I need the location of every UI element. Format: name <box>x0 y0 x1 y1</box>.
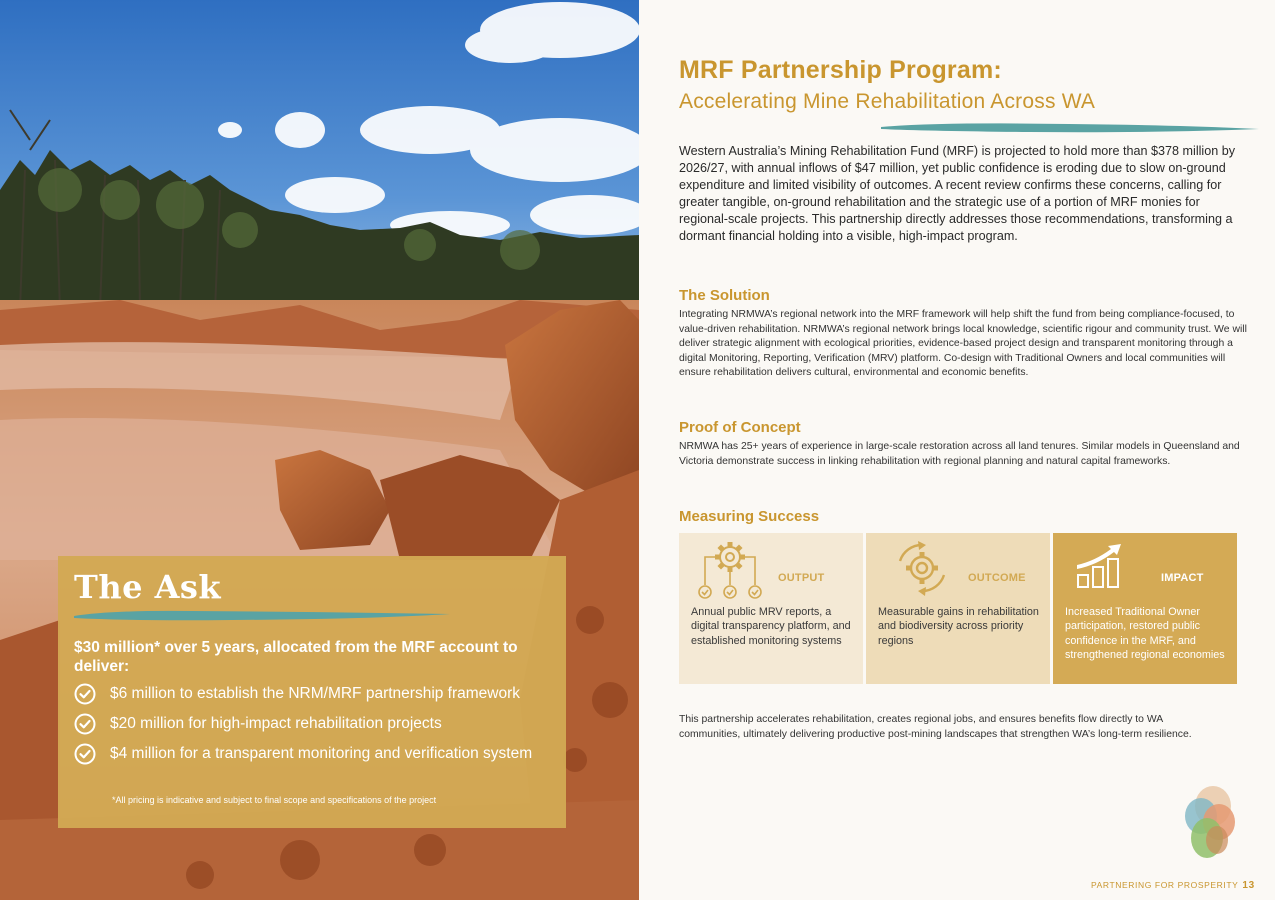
measuring-heading: Measuring Success <box>679 508 820 525</box>
outcome-card <box>866 533 1050 684</box>
teal-brush-stroke <box>72 608 452 624</box>
list-item <box>74 744 556 765</box>
ask-list <box>74 684 556 774</box>
page-title: MRF Partnership Program: <box>679 56 1002 84</box>
solution-text: Integrating NRMWA’s regional network into the MRF framework will help shift the fund from being compliance-focused, to value-driven rehabilitation. NRMWA’s regional network brings local knowledge, scientific rigour and community trust. We will deliver strategic alignment with ecological priorities, evidence-based project design and transparent monitoring through a digital Monitoring, Reporting, Verification (MRV) platform. Co-design with Traditional Owners and local communities will ensure rehabilitation delivers cultural, environmental and economic benefits. <box>679 309 1247 378</box>
gear-cycle-icon <box>892 541 952 597</box>
gear-checklist-icon <box>693 537 773 601</box>
teal-brush-stroke <box>879 121 1261 135</box>
check-circle-icon <box>74 713 96 735</box>
growth-chart-icon <box>1075 541 1135 591</box>
solution-heading: The Solution <box>679 287 770 304</box>
ask-item-text: $6 million to establish the NRM/MRF partnership framework <box>110 685 521 702</box>
pricing-footnote: *All pricing is indicative and subject to final scope and specifications of the project <box>112 795 437 805</box>
card-title: IMPACT <box>1161 572 1204 584</box>
card-text: Measurable gains in rehabilitation and biodiversity across priority regions <box>878 606 1039 647</box>
list-item <box>74 684 556 705</box>
proof-heading: Proof of Concept <box>679 419 801 436</box>
page-subtitle: Accelerating Mine Rehabilitation Across WA <box>679 90 1096 113</box>
footer-label: PARTNERING FOR PROSPERITY <box>1091 880 1239 890</box>
measuring-success-cards <box>679 533 1237 684</box>
ask-item-text: $20 million for high-impact rehabilitation projects <box>110 715 442 732</box>
intro-paragraph: Western Australia’s Mining Rehabilitation Fund (MRF) is projected to hold more than $378 million by 2026/27, with annual inflows of $47 million, yet public confidence is eroding due to slow on-ground expenditure and limited visibility of outcomes. A recent review confirms these concerns, calling for greater tangible, on-ground rehabilitation and the strategic use of a portion of MRF monies for regional-scale projects. This partnership directly addresses those recommendations, transforming a dormant financial holding into a visible, high-impact program. <box>679 144 1236 243</box>
card-text: Annual public MRV reports, a digital transparency platform, and established monitoring systems <box>691 606 851 647</box>
impact-card <box>1053 533 1237 684</box>
card-title: OUTCOME <box>968 572 1026 584</box>
card-title: OUTPUT <box>778 572 825 584</box>
output-card <box>679 533 863 684</box>
the-ask-panel <box>58 556 566 828</box>
ask-item-text: $4 million for a transparent monitoring and verification system <box>110 745 533 762</box>
check-circle-icon <box>74 743 96 765</box>
card-text: Increased Traditional Owner participation, restored public confidence in the MRF, and strengthened regional economies <box>1065 606 1225 661</box>
list-item <box>74 714 556 735</box>
ask-title: The Ask <box>74 568 222 606</box>
proof-text: NRMWA has 25+ years of experience in large-scale restoration across all land tenures. Similar models in Queensland and Victoria demonstrate success in linking rehabilitation with regional planning and natural capital frameworks. <box>679 441 1240 467</box>
page-footer <box>1091 880 1255 891</box>
closing-paragraph: This partnership accelerates rehabilitation, creates regional jobs, and ensures benefits flow directly to WA communities, ultimately delivering productive post-mining landscapes that strengthen WA’s long-term resilience. <box>679 714 1192 740</box>
ask-lead: $30 million* over 5 years, allocated from the MRF account to deliver: <box>74 639 518 675</box>
nrmwa-logo <box>1179 782 1241 866</box>
page-number: 13 <box>1242 880 1255 891</box>
check-circle-icon <box>74 683 96 705</box>
content-page <box>639 0 1275 900</box>
